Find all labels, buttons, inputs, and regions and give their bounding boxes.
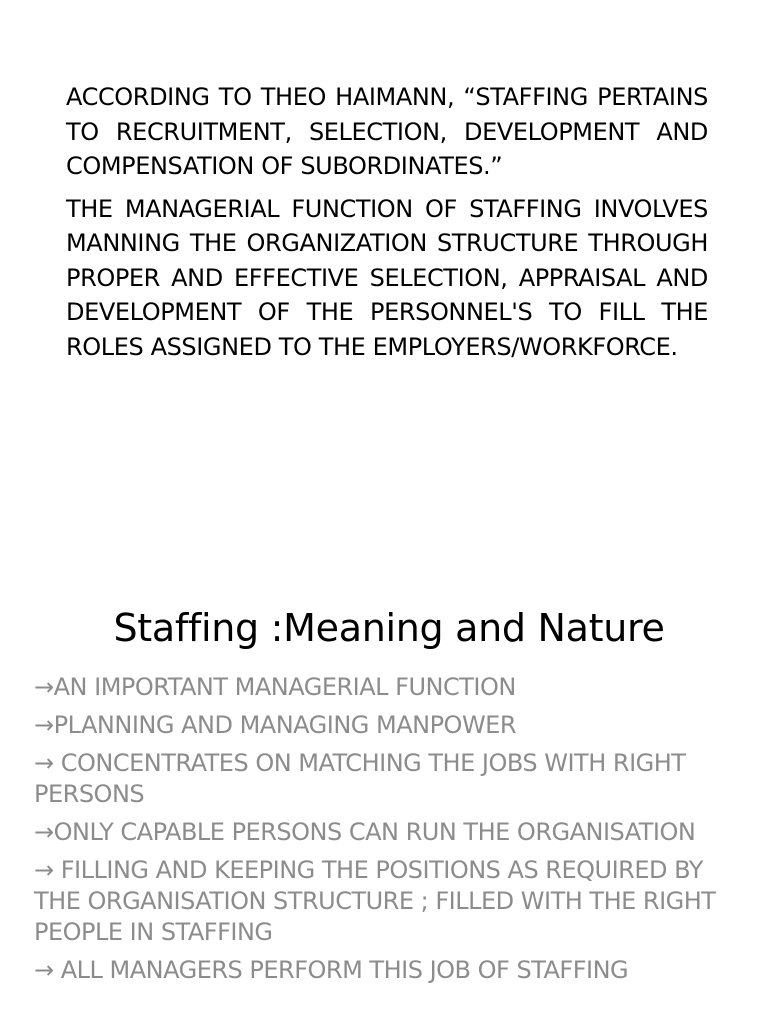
bullet-item-capable-persons: →ONLY CAPABLE PERSONS CAN RUN THE ORGANISATION [34, 818, 696, 846]
bullet-list [34, 672, 754, 993]
bullet-item-planning-manpower: →PLANNING AND MANAGING MANPOWER [34, 711, 517, 739]
bullet-item-all-managers: → ALL MANAGERS PERFORM THIS JOB OF STAFFING [34, 956, 629, 984]
definition-block [66, 80, 708, 372]
bullet-item-filling-positions: → FILLING AND KEEPING THE POSITIONS AS REQUIRED BY THE ORGANISATION STRUCTURE ; FILLED WITH THE RIGHT PEOPLE IN STAFFING [34, 856, 716, 946]
definition-paragraph-1: ACCORDING TO THEO HAIMANN, “STAFFING PERTAINS TO RECRUITMENT, SELECTION, DEVELOPMENT AND COMPENSATION OF SUBORDINATES.” [66, 83, 708, 180]
slide-title: Staffing :Meaning and Nature [113, 606, 665, 650]
definition-paragraph-2: THE MANAGERIAL FUNCTION OF STAFFING INVOLVES MANNING THE ORGANIZATION STRUCTURE THROUGH PROPER AND EFFECTIVE SELECTION, APPRAISAL AND DEVELOPMENT OF THE PERSONNEL'S TO FILL THE ROLES ASSIGNED TO THE EMPLOYERS/WORKFORCE. [66, 194, 708, 361]
bullet-item-matching-jobs: → CONCENTRATES ON MATCHING THE JOBS WITH RIGHT PERSONS [34, 749, 686, 808]
bullet-item-important-function: →AN IMPORTANT MANAGERIAL FUNCTION [34, 673, 516, 701]
